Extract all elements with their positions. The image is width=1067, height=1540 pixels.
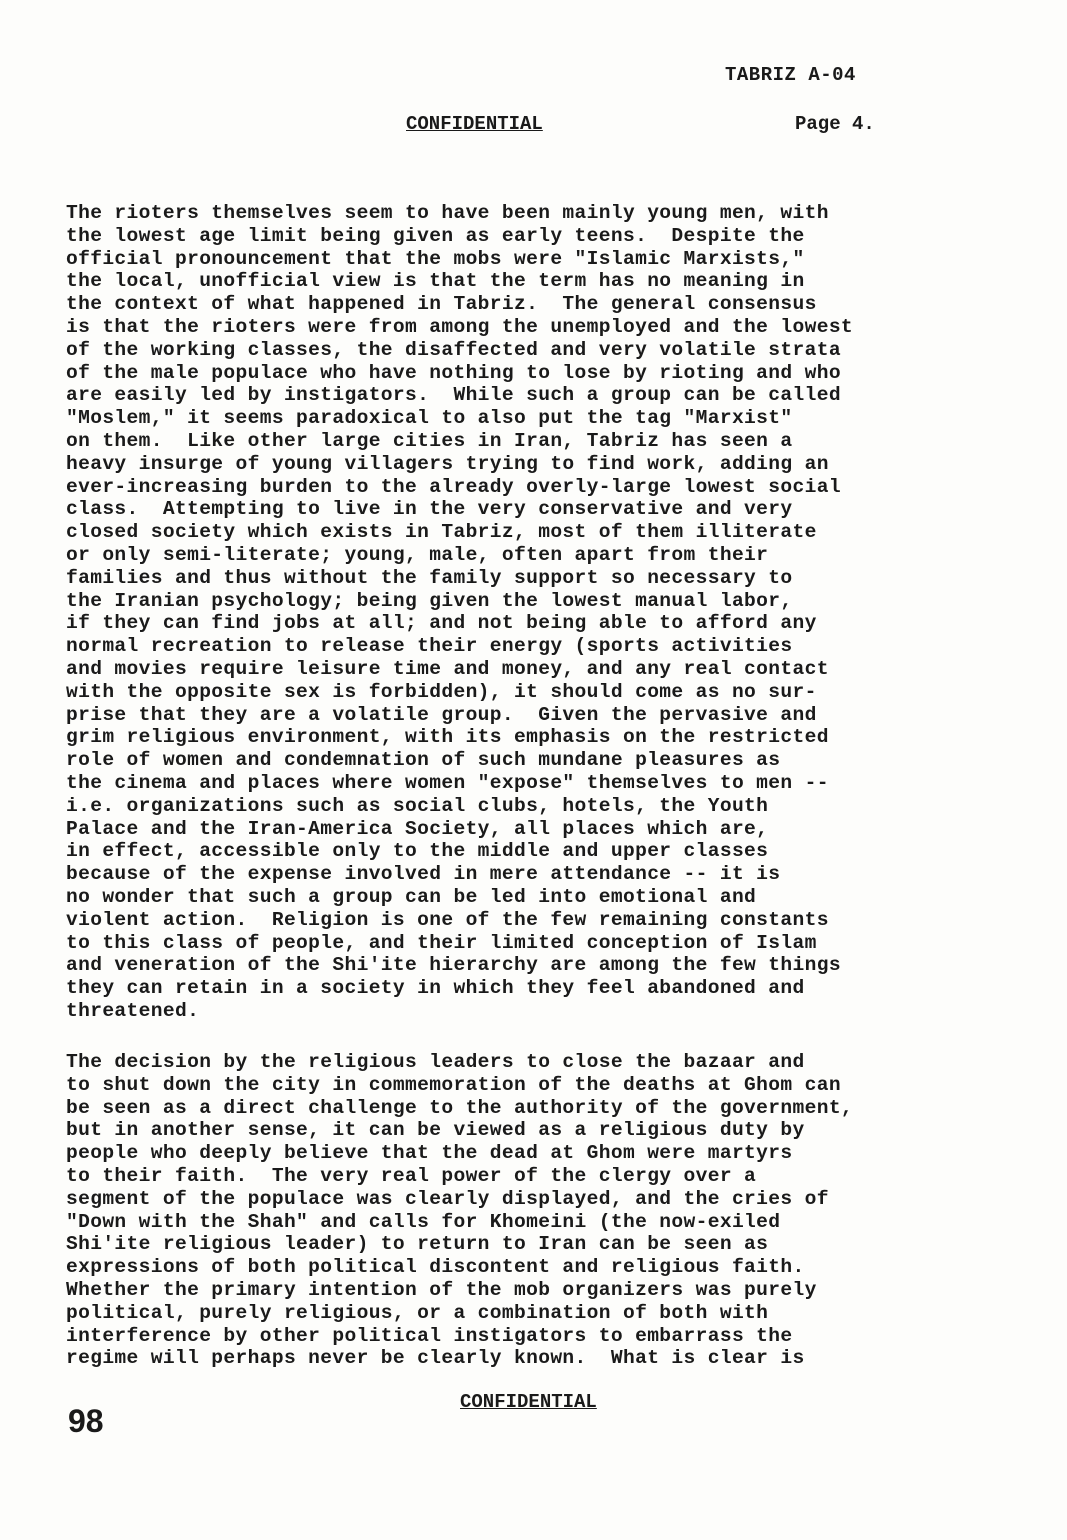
page-number-label: Page 4. xyxy=(795,113,875,135)
folio-number: 98 xyxy=(68,1403,104,1439)
body-paragraph-2: The decision by the religious leaders to close the bazaar and to shut down the city in commemoration of the deaths at Ghom can be seen as a direct challenge to the authority of the government, but in another sense, it can be viewed as a religious duty by people who deeply believe that the dead at Ghom were martyrs to their faith. The very real power of the clergy over a segment of the populace was clearly displayed, and the cries of "Down with the Shah" and calls for Khomeini (the now-exiled Shi'ite religious leader) to return to Iran can be seen as expressions of both political discontent and religious faith. Whether the primary intention of the mob organizers was purely political, purely religious, or a combination of both with interference by other political instigators to embarrass the regime will perhaps never be clearly known. What is clear is xyxy=(66,1051,854,1370)
body-paragraph-1: The rioters themselves seem to have been mainly young men, with the lowest age limit being given as early teens. Despite the official pronouncement that the mobs were "Islamic Marxists," the local, unofficial view is that the term has no meaning in the context of what happened in Tabriz. The general consensus is that the rioters were from among the unemployed and the lowest of the working classes, the disaffected and very volatile strata of the male populace who have nothing to lose by rioting and who are easily led by instigators. While such a group can be called "Moslem," it seems paradoxical to also put the tag "Marxist" on them. Like other large cities in Iran, Tabriz has seen a heavy insurge of young villagers trying to find work, adding an ever-increasing burden to the already overly-large lowest social class. Attempting to live in the very conservative and very closed society which exists in Tabriz, most of them illiterate or only semi-literate; young, male, often apart from their families and thus without the family support so necessary to the Iranian psychology; being given the lowest manual labor, if they can find jobs at all; and not being able to afford any normal recreation to release their energy (sports activities and movies require leisure time and money, and any real contact with the opposite sex is forbidden), it should come as no sur- prise that they are a volatile group. Given the pervasive and grim religious environment, with its emphasis on the restricted role of women and condemnation of such mundane pleasures as the cinema and places where women "expose" themselves to men -- i.e. organizations such as social clubs, hotels, the Youth Palace and the Iran-America Society, all places which are, in effect, accessible only to the middle and upper classes because of the expense involved in mere attendance -- it is no wonder that such a group can be led into emotional and violent action. Religion is one of the few remaining constants to this class of people, and their limited conception of Islam and veneration of the Shi'ite hierarchy are among the few things they can retain in a society in which they feel abandoned and threatened. xyxy=(66,202,854,1022)
classification-marking-bottom: CONFIDENTIAL xyxy=(460,1391,597,1413)
document-id: TABRIZ A-04 xyxy=(725,64,856,86)
classification-marking-top: CONFIDENTIAL xyxy=(406,113,543,135)
